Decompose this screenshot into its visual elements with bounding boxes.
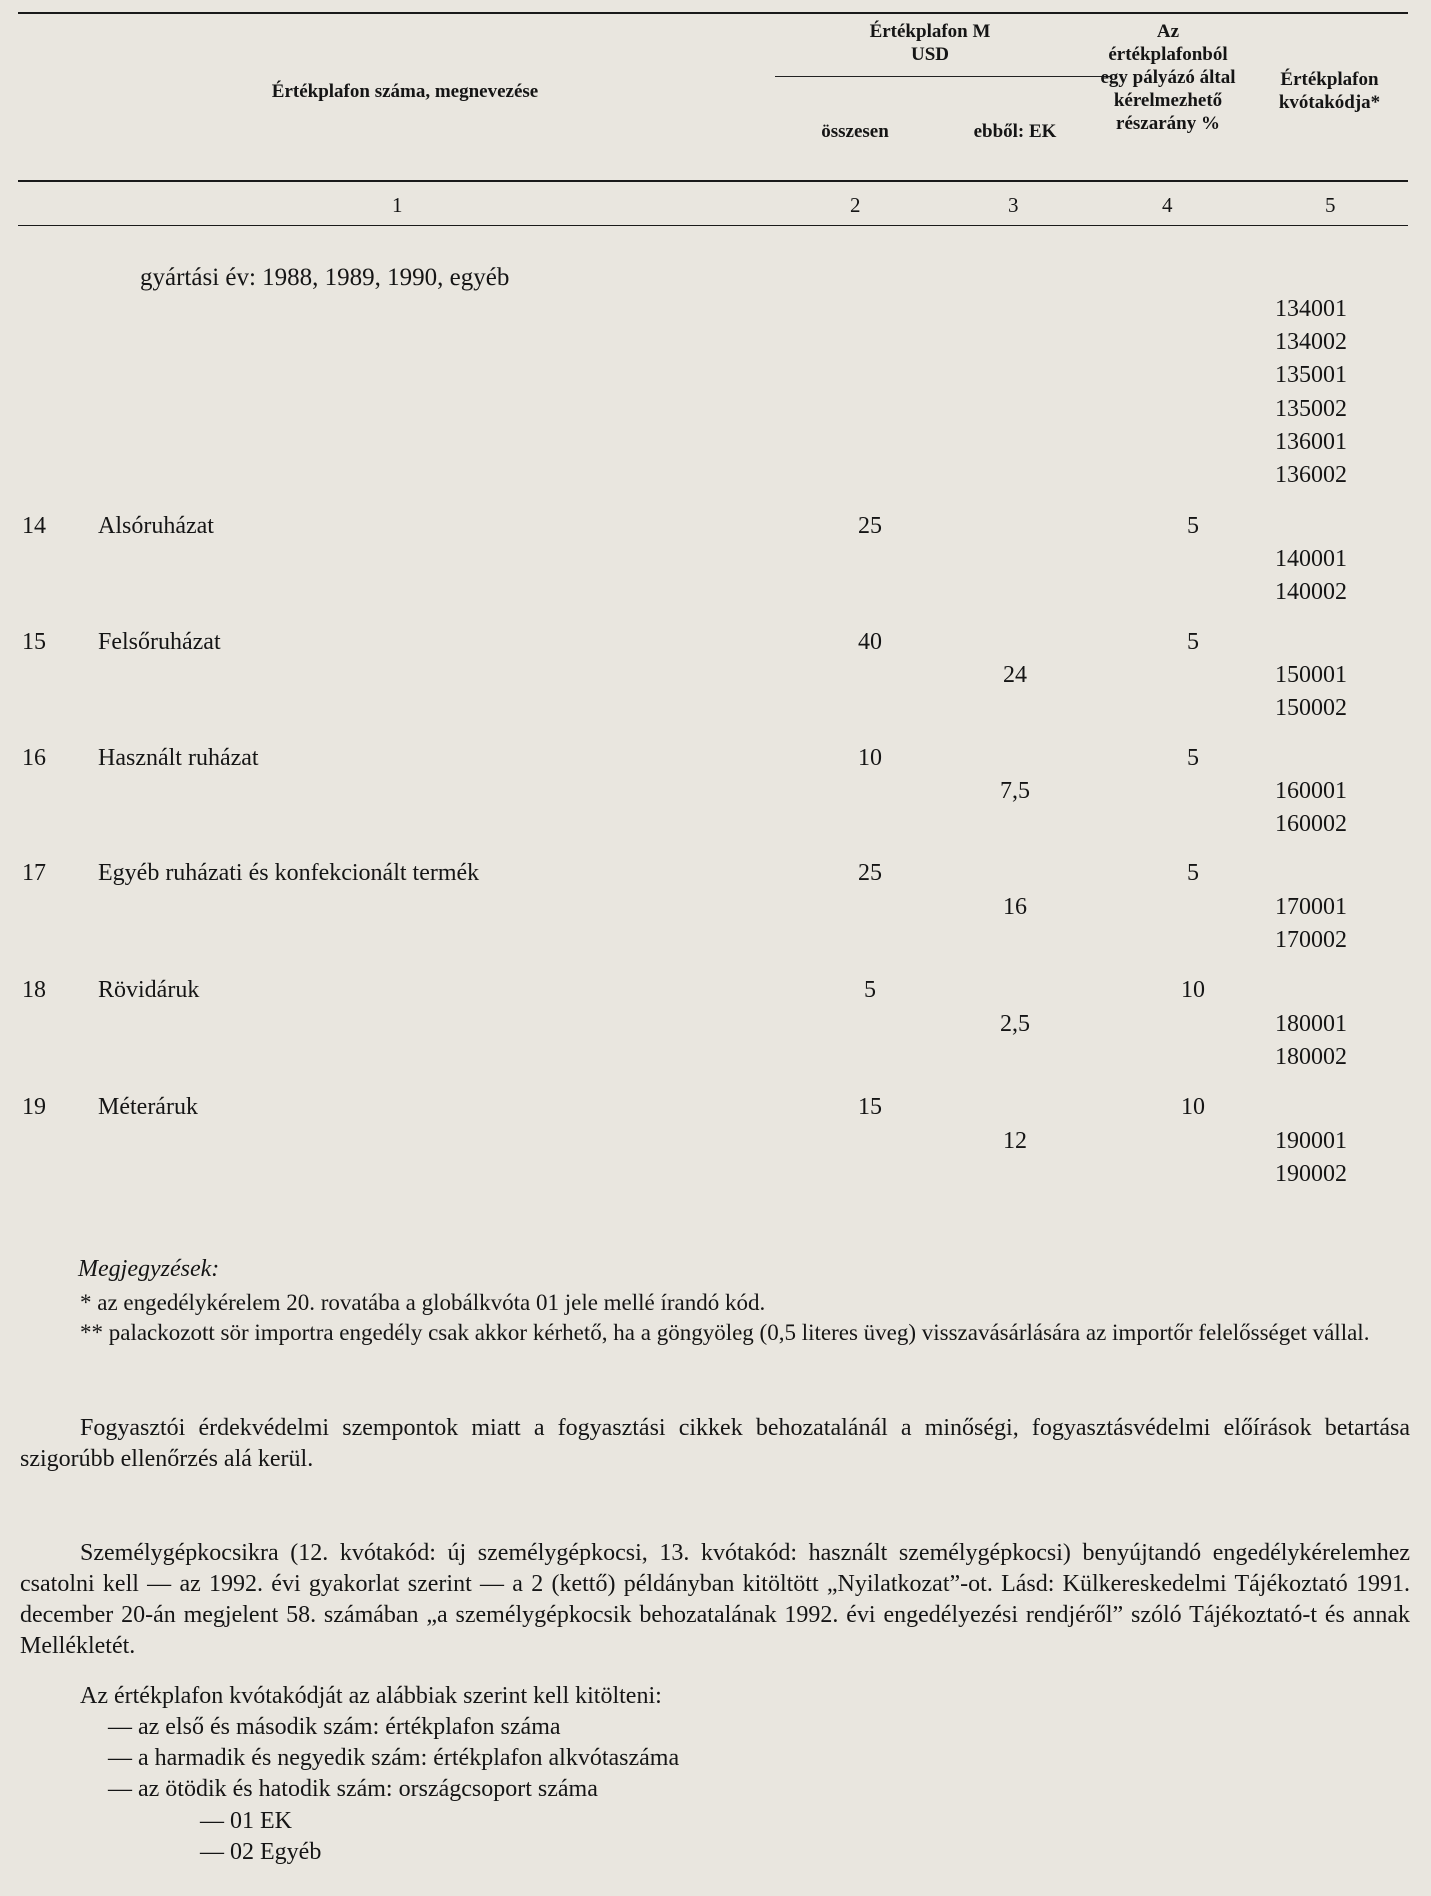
row-name: Méteráruk	[98, 1094, 198, 1120]
row-total: 10	[858, 745, 882, 771]
header-col1: Értékplafon száma, megnevezése	[271, 81, 539, 102]
row-ek: 2,5	[1000, 1011, 1030, 1037]
row-name: Felsőruházat	[98, 629, 221, 655]
quota-code: 190001	[1275, 1128, 1347, 1154]
quota-code: 150002	[1275, 695, 1347, 721]
quota-code: 170001	[1275, 894, 1347, 920]
quota-code: 136001	[1275, 429, 1347, 455]
row-percent: 10	[1181, 977, 1205, 1003]
col-number-rule	[18, 225, 1408, 226]
col-number-5: 5	[1325, 193, 1336, 217]
row-total: 25	[858, 860, 882, 886]
quota-code: 134001	[1275, 296, 1347, 322]
row-ek: 24	[1003, 662, 1027, 688]
row-name: Rövidáruk	[98, 977, 200, 1003]
header-group-rule	[775, 76, 1110, 77]
header-col2: összesen	[821, 121, 889, 142]
quota-code: 135001	[1275, 362, 1347, 388]
row-percent: 5	[1187, 513, 1199, 539]
row-ek: 12	[1003, 1128, 1027, 1154]
row-percent: 10	[1181, 1094, 1205, 1120]
quota-code: 150001	[1275, 662, 1347, 688]
row-number: 14	[22, 513, 46, 539]
quota-code: 180002	[1275, 1044, 1347, 1070]
quota-code: 135002	[1275, 396, 1347, 422]
quota-code-rule: — az ötödik és hatodik szám: országcsoport száma	[108, 1776, 598, 1802]
quota-code-rule: — a harmadik és negyedik szám: értékplafon alkvótaszáma	[108, 1745, 680, 1771]
row-ek: 16	[1003, 894, 1027, 920]
note-single-star: * az engedélykérelem 20. rovatába a globálkvóta 01 jele mellé írandó kód.	[80, 1290, 766, 1315]
header-group: Értékplafon M USD	[869, 21, 991, 65]
row-number: 15	[22, 629, 46, 655]
note-double-star: ** palackozott sör importra engedély csak akkor kérhető, ha a göngyöleg (0,5 literes üveg) visszavásárlására az importőr felelősséget vállal.	[80, 1320, 1370, 1345]
country-group-option: — 01 EK	[200, 1808, 292, 1834]
row-percent: 5	[1187, 860, 1199, 886]
row-number: 17	[22, 860, 46, 886]
col-number-3: 3	[1008, 193, 1019, 217]
row-number: 16	[22, 745, 46, 771]
row-percent: 5	[1187, 745, 1199, 771]
row-ek: 7,5	[1000, 778, 1030, 804]
production-year-label: gyártási év: 1988, 1989, 1990, egyéb	[140, 264, 510, 291]
table-top-rule	[18, 12, 1408, 14]
quota-code: 140001	[1275, 546, 1347, 572]
country-group-option: — 02 Egyéb	[200, 1839, 322, 1865]
header-bottom-rule	[18, 180, 1408, 182]
header-col4: Az értékplafonból egy pályázó által kérelmezhető részarány %	[1100, 21, 1236, 134]
quota-code: 140002	[1275, 579, 1347, 605]
quota-code: 190002	[1275, 1161, 1347, 1187]
row-number: 19	[22, 1094, 46, 1120]
row-total: 25	[858, 513, 882, 539]
row-number: 18	[22, 977, 46, 1003]
row-name: Alsóruházat	[98, 513, 214, 539]
quota-code: 180001	[1275, 1011, 1347, 1037]
quota-code: 170002	[1275, 927, 1347, 953]
col-number-4: 4	[1162, 193, 1173, 217]
row-total: 15	[858, 1094, 882, 1120]
consumer-protection-paragraph: Fogyasztói érdekvédelmi szempontok miatt a fogyasztási cikkek behozatalánál a minőségi, fogyasztásvédelmi előírások betartása szigorúbb ellenőrzés alá kerül.	[20, 1415, 1410, 1472]
quota-code-rule: — az első és második szám: értékplafon száma	[108, 1714, 561, 1740]
quota-code: 160002	[1275, 811, 1347, 837]
row-total: 40	[858, 629, 882, 655]
notes-title: Megjegyzések:	[78, 1256, 220, 1282]
quota-code: 160001	[1275, 778, 1347, 804]
col-number-1: 1	[392, 193, 403, 217]
row-name: Használt ruházat	[98, 745, 259, 771]
quota-code: 134002	[1275, 329, 1347, 355]
row-name: Egyéb ruházati és konfekcionált termék	[98, 860, 480, 886]
row-total: 5	[864, 977, 876, 1003]
row-percent: 5	[1187, 629, 1199, 655]
col-number-2: 2	[850, 193, 861, 217]
quota-code: 136002	[1275, 462, 1347, 488]
car-import-paragraph: Személygépkocsikra (12. kvótakód: új személygépkocsi, 13. kvótakód: használt személygépkocsi) benyújtandó engedélykérelemhez csatolni kell — az 1992. évi gyakorlat szerint — a 2 (kettő) példányban kitöltött „Nyilatkozat”-ot. Lásd: Külkereskedelmi Tájékoztató 1991. december 20-án megjelent 58. számában „a személygépkocsik behozatalának 1992. évi engedélyezési rendjéről” szóló Tájékoztató-t és annak Mellékletét.	[20, 1540, 1410, 1659]
header-col3: ebből: EK	[973, 121, 1057, 142]
quota-code-intro: Az értékplafon kvótakódját az alábbiak szerint kell kitölteni:	[80, 1683, 662, 1709]
header-col5: Értékplafon kvótakódja*	[1278, 69, 1381, 113]
